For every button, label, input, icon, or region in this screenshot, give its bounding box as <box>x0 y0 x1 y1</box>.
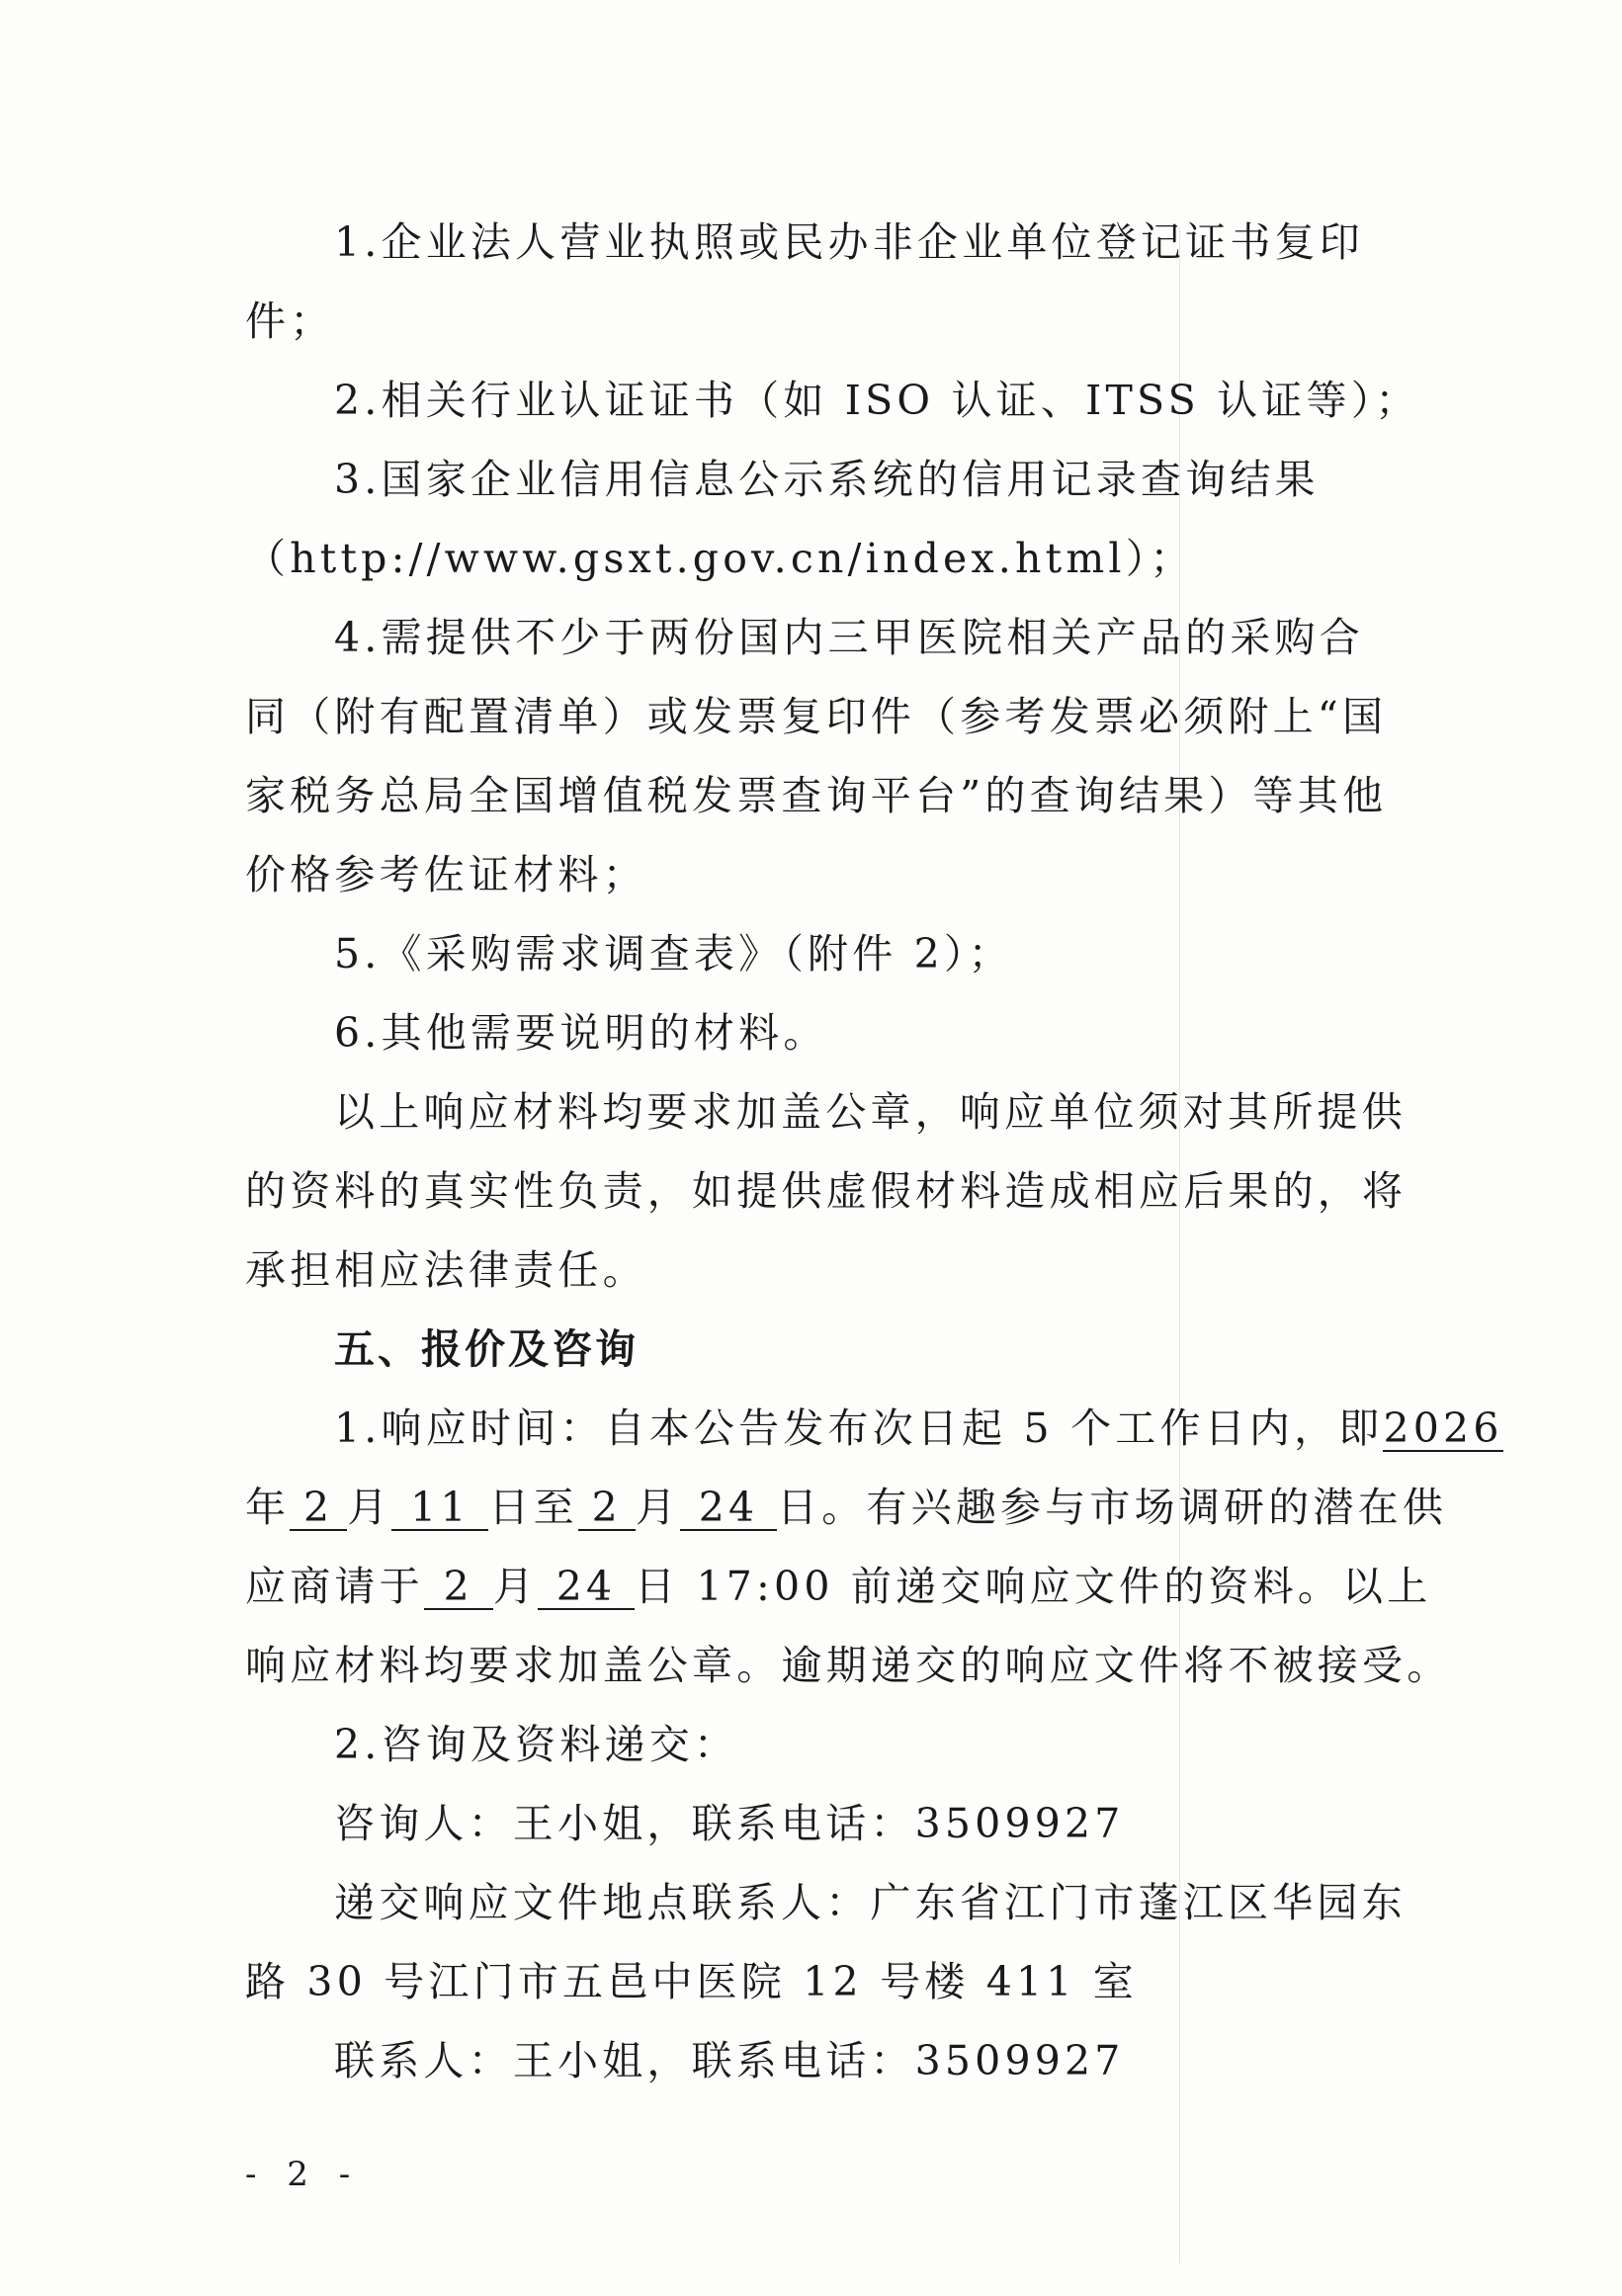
list-item-5: 5.《采购需求调查表》（附件 2）； <box>334 930 1013 978</box>
end-month: 2 <box>578 1486 636 1531</box>
response-time-line-3 <box>245 1562 1431 1611</box>
submit-address-line-2: 路 30 号江门市五邑中医院 12 号楼 411 室 <box>245 1958 1138 2005</box>
list-item-1-cont: 件； <box>245 298 335 345</box>
list-item-1: 1.企业法人营业执照或民办非企业单位登记证书复印 <box>334 218 1364 266</box>
submit-address-line-1: 递交响应文件地点联系人：广东省江门市蓬江区华园东 <box>334 1879 1407 1926</box>
list-item-4: 4.需提供不少于两份国内三甲医院相关产品的采购合 <box>334 614 1364 661</box>
response-year: 2026 <box>1383 1404 1503 1452</box>
submit-prefix: 应商请于 <box>245 1563 424 1610</box>
paragraph-line-2: 的资料的真实性负责，如提供虚假材料造成相应后果的，将 <box>245 1167 1408 1215</box>
submit-day: 24 <box>538 1565 635 1610</box>
start-month: 2 <box>290 1486 347 1531</box>
consultant-contact: 咨询人：王小姐，联系电话：3509927 <box>334 1800 1125 1847</box>
list-item-4-cont-2: 家税务总局全国增值税发票查询平台”的查询结果）等其他 <box>245 772 1388 819</box>
response-time-line-1 <box>334 1403 1503 1453</box>
year-char: 年 <box>245 1484 291 1531</box>
list-item-6: 6.其他需要说明的材料。 <box>334 1009 828 1057</box>
consult-heading: 2.咨询及资料递交： <box>334 1721 739 1768</box>
month-char-2: 月 <box>635 1484 681 1531</box>
list-item-4-cont-3: 价格参考佐证材料； <box>245 851 647 898</box>
submit-tail: 日 17:00 前递交响应文件的资料。以上 <box>635 1563 1432 1610</box>
paragraph-line-1: 以上响应材料均要求加盖公章，响应单位须对其所提供 <box>334 1088 1407 1136</box>
scan-fold-line <box>1179 227 1180 2263</box>
month-char-3: 月 <box>492 1563 539 1610</box>
response-time-line-4: 响应材料均要求加盖公章。逾期递交的响应文件将不被接受。 <box>245 1642 1452 1689</box>
contact-person: 联系人：王小姐，联系电话：3509927 <box>334 2037 1125 2084</box>
paragraph-line-3: 承担相应法律责任。 <box>245 1246 647 1294</box>
end-day: 24 <box>680 1486 777 1531</box>
list-item-3: 3.国家企业信用信息公示系统的信用记录查询结果 <box>334 456 1320 503</box>
list-item-2: 2.相关行业认证证书（如 ISO 认证、ITSS 认证等）； <box>334 377 1420 424</box>
list-item-4-cont-1: 同（附有配置清单）或发票复印件（参考发票必须附上“国 <box>245 693 1388 740</box>
submit-month: 2 <box>424 1565 493 1610</box>
month-char-1: 月 <box>347 1484 392 1531</box>
list-item-3-cont: （http://www.gsxt.gov.cn/index.html）； <box>245 535 1195 582</box>
section-heading: 五、报价及咨询 <box>334 1325 639 1373</box>
day-to-text: 日至 <box>488 1484 578 1531</box>
page-number: - 2 - <box>245 2155 361 2194</box>
response-time-tail: 日。有兴趣参与市场调研的潜在供 <box>777 1484 1448 1531</box>
start-day: 11 <box>391 1486 488 1531</box>
response-time-text: 1.响应时间：自本公告发布次日起 5 个工作日内，即 <box>334 1404 1384 1452</box>
response-time-line-2 <box>245 1483 1447 1532</box>
